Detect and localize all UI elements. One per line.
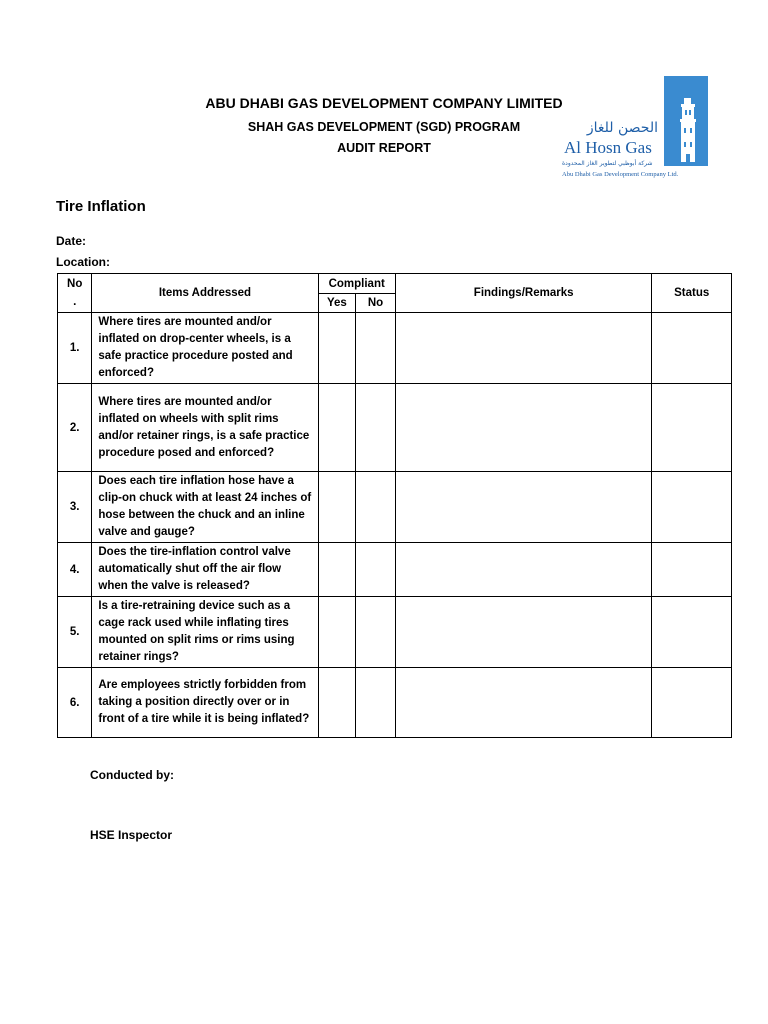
company-name: ABU DHABI GAS DEVELOPMENT COMPANY LIMITED bbox=[205, 95, 563, 111]
logo-name: Al Hosn Gas bbox=[564, 138, 652, 157]
table-row bbox=[58, 472, 732, 543]
table-row bbox=[58, 384, 732, 472]
no-cell[interactable] bbox=[356, 668, 396, 738]
header-compliant: Compliant bbox=[318, 274, 395, 294]
table-row bbox=[58, 313, 732, 384]
row-item-text: Where tires are mounted and/or inflated on drop-center wheels, is a safe practice procedure posted and enforced? bbox=[92, 313, 318, 384]
header-findings: Findings/Remarks bbox=[395, 274, 652, 313]
date-label: Date: bbox=[56, 234, 87, 248]
row-item-text: Does each tire inflation hose have a clip-on chuck with at least 24 inches of hose between the chuck and an inline valve and gauge? bbox=[92, 472, 318, 543]
no-cell[interactable] bbox=[356, 472, 396, 543]
yes-cell[interactable] bbox=[318, 472, 356, 543]
header-yes: Yes bbox=[318, 294, 356, 313]
header-no-dot: . bbox=[73, 296, 77, 308]
table-row bbox=[58, 597, 732, 668]
yes-cell[interactable] bbox=[318, 597, 356, 668]
status-cell[interactable] bbox=[652, 384, 732, 472]
status-cell[interactable] bbox=[652, 543, 732, 597]
row-item-text: Does the tire-inflation control valve automatically shut off the air flow when the valve is released? bbox=[92, 543, 318, 597]
row-number: 2. bbox=[58, 384, 92, 472]
yes-cell[interactable] bbox=[318, 668, 356, 738]
location-label: Location: bbox=[56, 255, 110, 269]
program-name: SHAH GAS DEVELOPMENT (SGD) PROGRAM bbox=[247, 120, 521, 134]
header-items-addressed: Items Addressed bbox=[92, 274, 318, 313]
status-cell[interactable] bbox=[652, 472, 732, 543]
findings-cell[interactable] bbox=[395, 668, 652, 738]
row-item-text: Is a tire-retraining device such as a cage rack used while inflating tires mounted on split rims or rims using retainer rings? bbox=[92, 597, 318, 668]
no-cell[interactable] bbox=[356, 384, 396, 472]
findings-cell[interactable] bbox=[395, 597, 652, 668]
logo-english-subtitle: Abu Dhabi Gas Development Company Ltd. bbox=[562, 171, 679, 178]
no-cell[interactable] bbox=[356, 543, 396, 597]
tower-icon bbox=[664, 76, 708, 166]
yes-cell[interactable] bbox=[318, 313, 356, 384]
row-number: 1. bbox=[58, 313, 92, 384]
audit-table bbox=[57, 273, 732, 738]
header-status: Status bbox=[652, 274, 732, 313]
header-no bbox=[58, 274, 92, 313]
row-number: 3. bbox=[58, 472, 92, 543]
row-item-text: Are employees strictly forbidden from taking a position directly over or in front of a tire while it is being inflated? bbox=[92, 668, 318, 738]
row-number: 6. bbox=[58, 668, 92, 738]
table-row bbox=[58, 668, 732, 738]
header-compliant-no: No bbox=[356, 294, 396, 313]
hse-inspector-label: HSE Inspector bbox=[90, 828, 173, 842]
company-logo bbox=[560, 76, 720, 186]
no-cell[interactable] bbox=[356, 313, 396, 384]
status-cell[interactable] bbox=[652, 313, 732, 384]
row-item-text: Where tires are mounted and/or inflated on wheels with split rims and/or retainer rings, is a safe practice procedure posed and enforced? bbox=[92, 384, 318, 472]
logo-arabic-name: الحصن للغاز bbox=[586, 120, 658, 136]
no-cell[interactable] bbox=[356, 597, 396, 668]
status-cell[interactable] bbox=[652, 597, 732, 668]
header-no-label: No bbox=[67, 278, 83, 290]
report-title: AUDIT REPORT bbox=[337, 141, 431, 155]
findings-cell[interactable] bbox=[395, 313, 652, 384]
section-title: Tire Inflation bbox=[56, 198, 146, 215]
row-number: 5. bbox=[58, 597, 92, 668]
row-number: 4. bbox=[58, 543, 92, 597]
status-cell[interactable] bbox=[652, 668, 732, 738]
logo-tower-panel bbox=[664, 76, 708, 166]
yes-cell[interactable] bbox=[318, 543, 356, 597]
yes-cell[interactable] bbox=[318, 384, 356, 472]
findings-cell[interactable] bbox=[395, 384, 652, 472]
findings-cell[interactable] bbox=[395, 472, 652, 543]
logo-arabic-subtitle: شركة أبوظبي لتطوير الغاز المحدودة bbox=[562, 160, 653, 167]
findings-cell[interactable] bbox=[395, 543, 652, 597]
conducted-by-label: Conducted by: bbox=[90, 768, 174, 782]
table-row bbox=[58, 543, 732, 597]
